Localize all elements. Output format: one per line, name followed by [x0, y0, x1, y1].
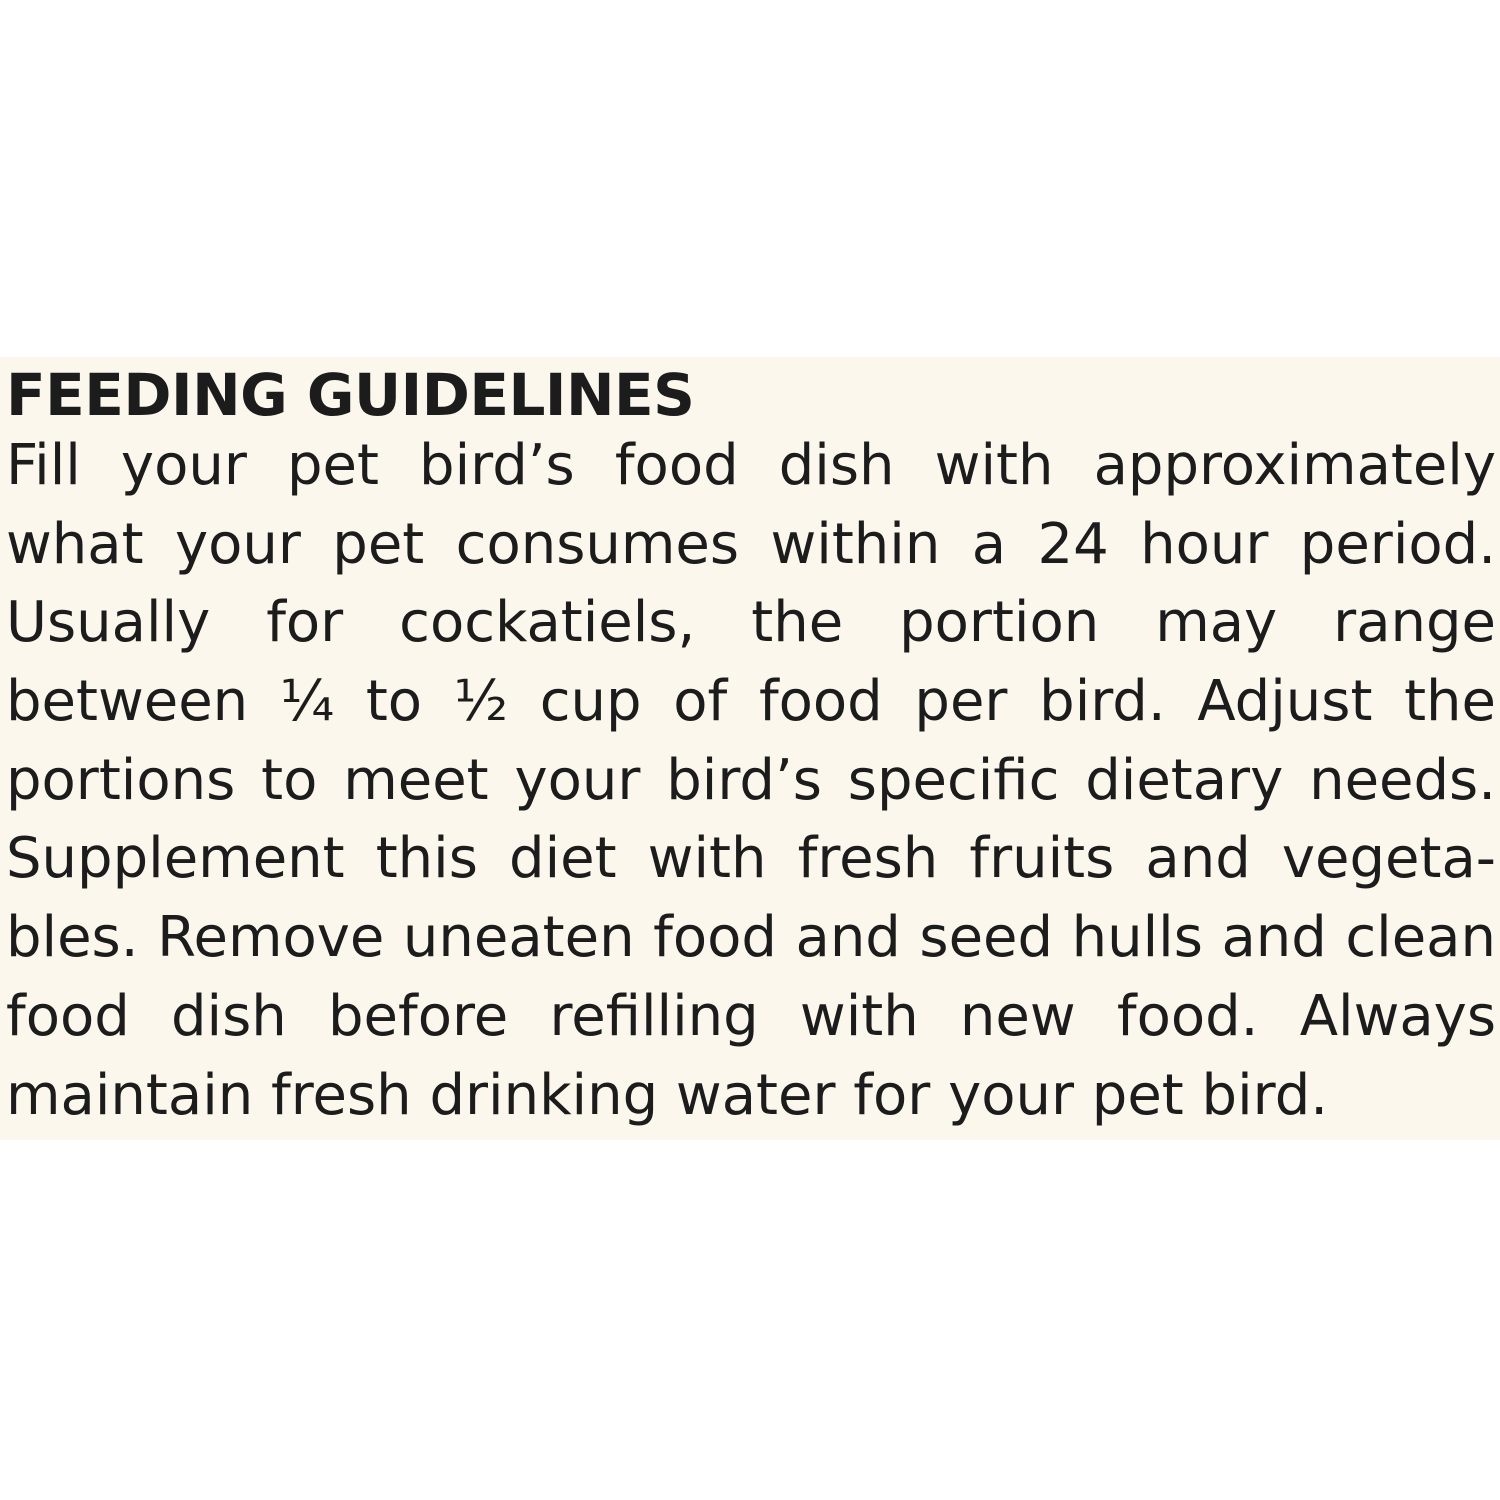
section-title: FEEDING GUIDELINES: [6, 361, 695, 429]
guidelines-body: [6, 427, 1496, 1135]
body-line-4: between ¼ to ½ cup of food per bird. Adjust the: [6, 669, 1496, 735]
feeding-guidelines-panel: [0, 357, 1500, 1140]
body-line-7: bles. Remove uneaten food and seed hulls and clean: [6, 905, 1496, 971]
body-line-6: Supplement this diet with fresh fruits and vegeta-: [6, 826, 1496, 892]
body-line-1: Fill your pet bird’s food dish with approximately: [6, 433, 1496, 498]
body-line-2: what your pet consumes within a 24 hour period.: [6, 511, 1496, 577]
body-line-9: maintain fresh drinking water for your pet bird.: [6, 1062, 1329, 1128]
body-line-5: portions to meet your bird’s specific dietary needs.: [6, 747, 1496, 813]
body-line-3: Usually for cockatiels, the portion may range: [6, 590, 1496, 656]
body-line-8: food dish before refilling with new food. Always: [6, 983, 1496, 1049]
